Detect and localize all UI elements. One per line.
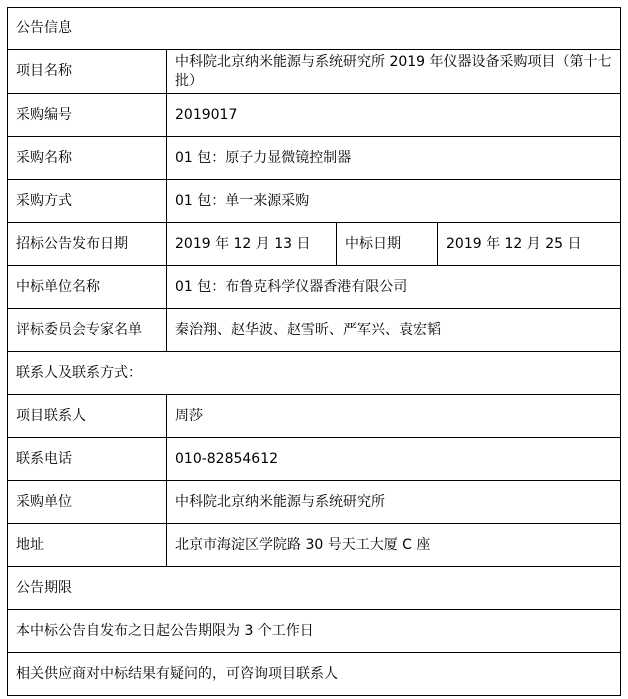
- value-committee: 秦治翔、赵华波、赵雪昕、严军兴、袁宏韬: [167, 309, 621, 352]
- row-inquiry-text: [8, 653, 621, 696]
- value-buyer: 中科院北京纳米能源与系统研究所: [167, 481, 621, 524]
- section-row-contact: [8, 352, 621, 395]
- label-procurement-name: 采购名称: [8, 137, 167, 180]
- section-title-contact: 联系人及联系方式：: [8, 352, 621, 395]
- label-buyer: 采购单位: [8, 481, 167, 524]
- row-procurement-no: [8, 94, 621, 137]
- value-phone: 010-82854612: [167, 438, 621, 481]
- inquiry-text: 相关供应商对中标结果有疑问的，可咨询项目联系人: [8, 653, 621, 696]
- value-award-date: 2019 年 12 月 25 日: [438, 223, 621, 266]
- row-phone: [8, 438, 621, 481]
- label-contact-person: 项目联系人: [8, 395, 167, 438]
- row-period-text: [8, 610, 621, 653]
- row-committee: [8, 309, 621, 352]
- section-title-period: 公告期限: [8, 567, 621, 610]
- award-notice-table: [7, 7, 621, 696]
- section-row-info: [8, 8, 621, 50]
- value-address: 北京市海淀区学院路 30 号天工大厦 C 座: [167, 524, 621, 567]
- value-procurement-name: 01 包：原子力显微镜控制器: [167, 137, 621, 180]
- value-procurement-no: 2019017: [167, 94, 621, 137]
- value-project-name: 中科院北京纳米能源与系统研究所 2019 年仪器设备采购项目（第十七批）: [167, 50, 621, 94]
- row-dates: [8, 223, 621, 266]
- row-address: [8, 524, 621, 567]
- label-procurement-method: 采购方式: [8, 180, 167, 223]
- value-announce-date: 2019 年 12 月 13 日: [167, 223, 337, 266]
- value-winner: 01 包：布鲁克科学仪器香港有限公司: [167, 266, 621, 309]
- section-title-info: 公告信息: [8, 8, 621, 50]
- label-address: 地址: [8, 524, 167, 567]
- row-winner: [8, 266, 621, 309]
- label-phone: 联系电话: [8, 438, 167, 481]
- row-project-name: [8, 50, 621, 94]
- row-contact-person: [8, 395, 621, 438]
- label-procurement-no: 采购编号: [8, 94, 167, 137]
- section-row-period: [8, 567, 621, 610]
- row-buyer: [8, 481, 621, 524]
- label-project-name: 项目名称: [8, 50, 167, 94]
- value-procurement-method: 01 包：单一来源采购: [167, 180, 621, 223]
- label-committee: 评标委员会专家名单: [8, 309, 167, 352]
- label-winner: 中标单位名称: [8, 266, 167, 309]
- value-contact-person: 周莎: [167, 395, 621, 438]
- label-announce-date: 招标公告发布日期: [8, 223, 167, 266]
- label-award-date: 中标日期: [337, 223, 438, 266]
- period-text: 本中标公告自发布之日起公告期限为 3 个工作日: [8, 610, 621, 653]
- row-procurement-name: [8, 137, 621, 180]
- row-procurement-method: [8, 180, 621, 223]
